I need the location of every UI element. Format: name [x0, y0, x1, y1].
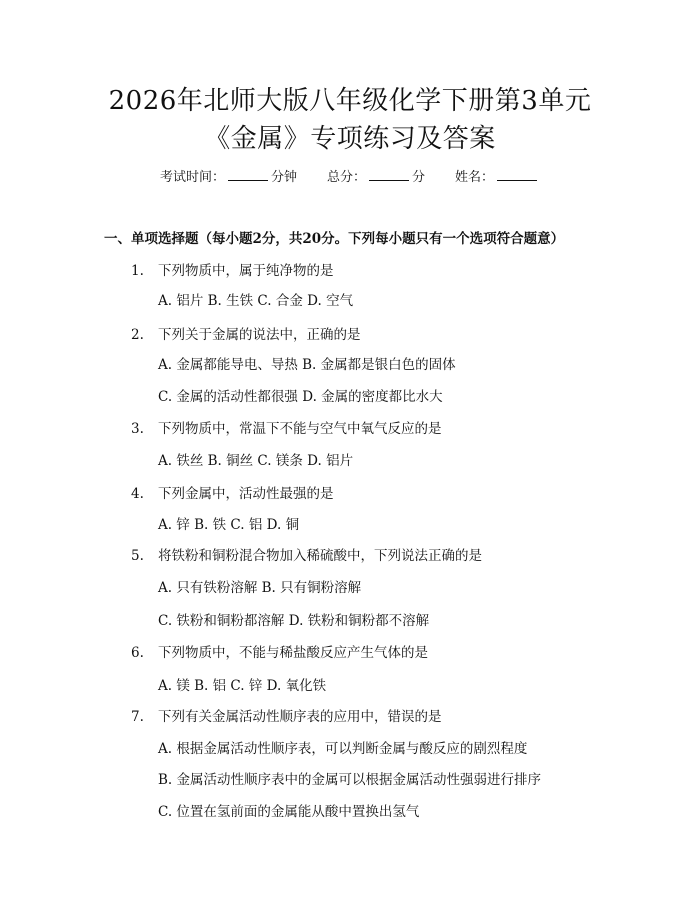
- question-2-options-line1: A. 金属都能导电、导热 B. 金属都是银白色的固体: [158, 357, 456, 373]
- question-number: 6.: [131, 645, 144, 661]
- exam-time-unit: 分钟: [270, 170, 297, 185]
- document-title-line1: 2026年北师大版八年级化学下册第3单元: [108, 86, 592, 116]
- total-score-label: 总分：: [326, 170, 366, 185]
- question-number: 1.: [131, 263, 144, 279]
- question-text: 下列物质中，属于纯净物的是: [158, 263, 334, 279]
- question-4-options: A. 锌 B. 铁 C. 铝 D. 铜: [158, 517, 300, 533]
- name-label: 姓名：: [455, 170, 495, 185]
- name-blank: [497, 168, 537, 181]
- question-text: 下列有关金属活动性顺序表的应用中，错误的是: [158, 709, 442, 725]
- question-number: 2.: [131, 327, 144, 343]
- name-field: [455, 168, 540, 187]
- question-number: 5.: [131, 548, 144, 564]
- question-7-options-line3: C. 位置在氢前面的金属能从酸中置换出氢气: [158, 804, 420, 820]
- question-5-options-line2: C. 铁粉和铜粉都溶解 D. 铁粉和铜粉都不溶解: [158, 613, 430, 629]
- exam-info-row: [0, 168, 700, 187]
- document-title-line2: 《金属》专项练习及答案: [204, 124, 496, 154]
- question-number: 4.: [131, 486, 144, 502]
- question-3-options: A. 铁丝 B. 铜丝 C. 镁条 D. 铝片: [158, 453, 354, 469]
- question-number: 7.: [131, 709, 144, 725]
- question-text: 下列关于金属的说法中，正确的是: [158, 327, 361, 343]
- total-score-blank: [369, 168, 409, 181]
- question-text: 下列金属中，活动性最强的是: [158, 486, 334, 502]
- question-1-options: A. 铝片 B. 生铁 C. 合金 D. 空气: [158, 293, 354, 309]
- question-text: 将铁粉和铜粉混合物加入稀硫酸中，下列说法正确的是: [158, 548, 482, 564]
- question-7-options-line1: A. 根据金属活动性顺序表，可以判断金属与酸反应的剧烈程度: [158, 741, 528, 757]
- question-text: 下列物质中，常温下不能与空气中氧气反应的是: [158, 421, 442, 437]
- question-number: 3.: [131, 421, 144, 437]
- question-5-options-line1: A. 只有铁粉溶解 B. 只有铜粉溶解: [158, 580, 362, 596]
- exam-time-label: 考试时间：: [159, 170, 225, 185]
- exam-time-blank: [228, 168, 268, 181]
- question-2-options-line2: C. 金属的活动性都很强 D. 金属的密度都比水大: [158, 389, 443, 405]
- exam-time-field: [160, 168, 297, 187]
- question-text: 下列物质中，不能与稀盐酸反应产生气体的是: [158, 645, 428, 661]
- section-heading: 一、单项选择题（每小题2分，共20分。下列每小题只有一个选项符合题意）: [104, 231, 565, 247]
- total-score-field: [327, 168, 425, 187]
- question-6-options: A. 镁 B. 铝 C. 锌 D. 氧化铁: [158, 678, 327, 694]
- question-7-options-line2: B. 金属活动性顺序表中的金属可以根据金属活动性强弱进行排序: [158, 772, 542, 788]
- total-score-unit: 分: [412, 170, 426, 185]
